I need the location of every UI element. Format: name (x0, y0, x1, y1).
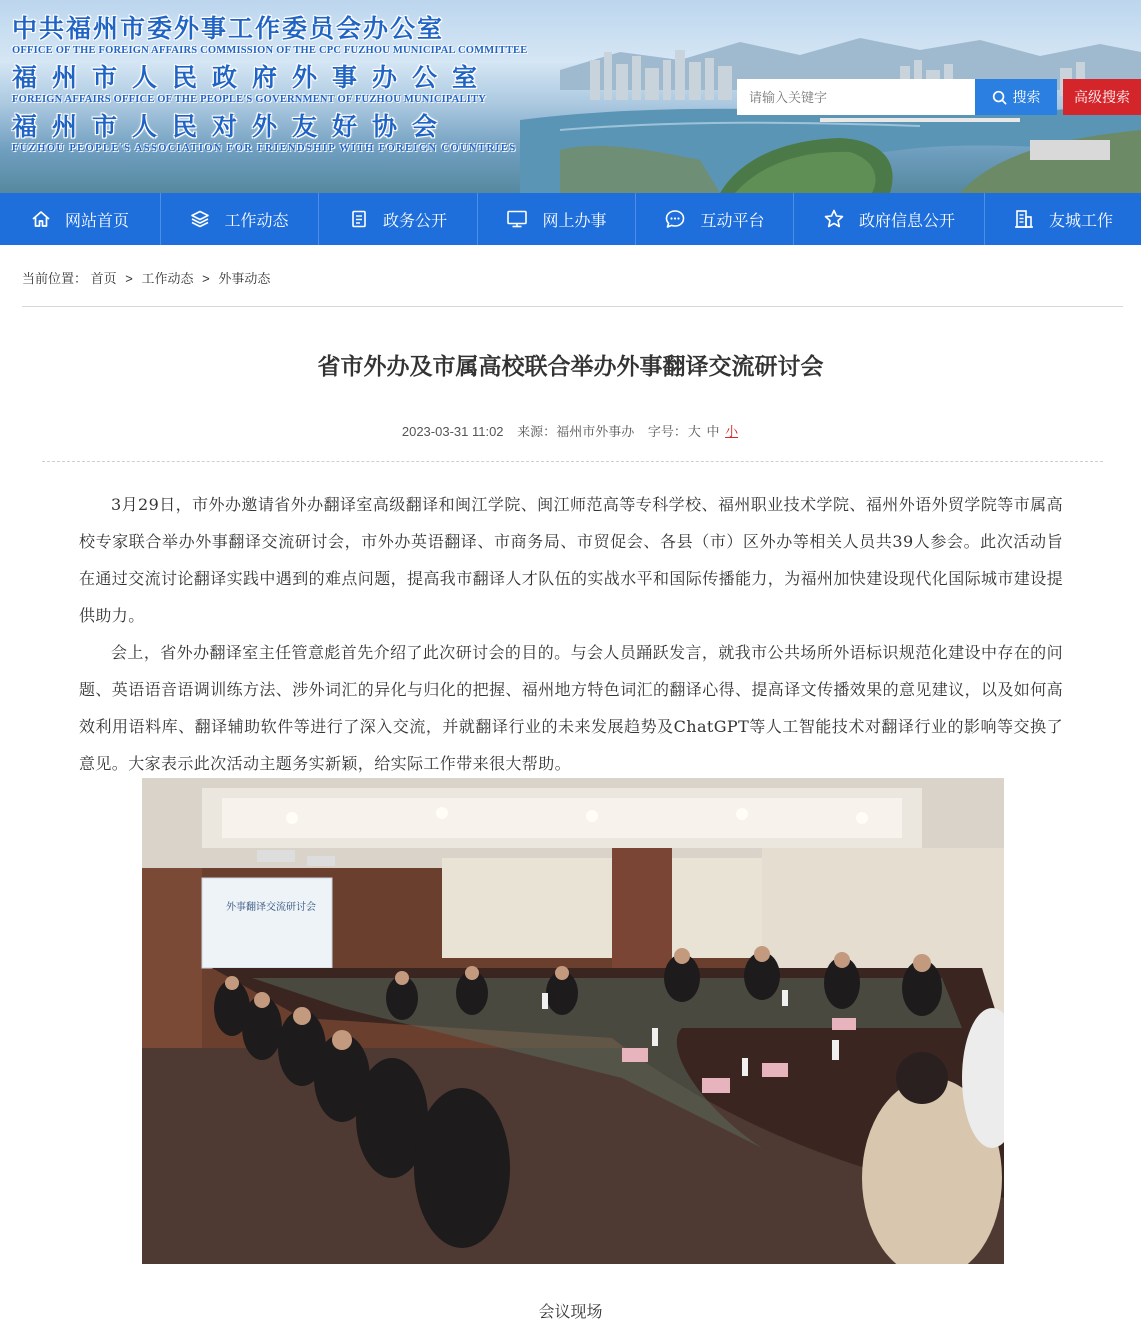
star-icon (823, 208, 845, 230)
font-size-controls (648, 424, 739, 439)
org-title-3-en: FUZHOU PEOPLE'S ASSOCIATION FOR FRIENDSHIP WITH FOREIGN COUNTRIES (12, 143, 517, 154)
nav-item-label: 网上办事 (542, 212, 607, 230)
nav-item-label: 互动平台 (700, 212, 765, 230)
font-size-label: 字号： (647, 424, 687, 439)
article-source (517, 424, 634, 439)
search-box (737, 79, 975, 115)
article-date: 2023-03-31 11:02 (401, 424, 504, 439)
font-size-medium-button[interactable]: 中 (706, 424, 720, 439)
search-icon (992, 90, 1007, 105)
meeting-photo (142, 778, 1004, 1264)
nav-item-online-service[interactable] (478, 193, 636, 245)
org-title-2-en: FOREIGN AFFAIRS OFFICE OF THE PEOPLE'S GOVERNMENT OF FUZHOU MUNICIPALITY (12, 94, 487, 105)
breadcrumb-divider (22, 306, 1123, 307)
photo-caption: 会议现场 (538, 1302, 603, 1321)
nav-item-work-news[interactable] (161, 193, 319, 245)
projection-screen-text: 外事翻译交流研讨会 (226, 902, 316, 913)
article-body (79, 486, 1063, 782)
nav-item-label: 工作动态 (224, 212, 289, 230)
org-title-3 (12, 112, 572, 155)
nav-item-gov-affairs[interactable] (319, 193, 478, 245)
search-button[interactable] (975, 79, 1057, 115)
org-title-2 (12, 63, 572, 106)
font-size-small-button[interactable]: 小 (725, 424, 739, 439)
meeting-room-illustration (142, 778, 1004, 1264)
source-label: 来源： (517, 424, 557, 439)
org-title-3-cn: 福州市人民对外友好协会 (12, 112, 453, 141)
breadcrumb-home-link[interactable]: 首页 (90, 271, 117, 286)
nav-item-label: 政务公开 (382, 212, 447, 230)
nav-item-sister-city[interactable] (985, 193, 1141, 245)
source-value: 福州市外事办 (556, 424, 635, 439)
nav-item-interaction[interactable] (636, 193, 794, 245)
main-nav (0, 193, 1141, 245)
breadcrumb-prefix: 当前位置： (22, 271, 88, 286)
chat-icon (664, 208, 686, 230)
search-input[interactable] (749, 90, 963, 105)
breadcrumb-separator: > (202, 271, 210, 286)
building-icon (1013, 208, 1035, 230)
meta-divider (42, 461, 1103, 462)
nav-item-label: 网站首页 (64, 212, 129, 230)
header-banner (0, 0, 1141, 193)
org-title-1 (12, 14, 572, 57)
nav-item-label: 友城工作 (1048, 212, 1113, 230)
article-meta (0, 421, 1141, 440)
layers-icon (190, 209, 210, 229)
nav-item-label: 政府信息公开 (858, 212, 955, 230)
home-icon (31, 209, 51, 229)
nav-item-gov-info[interactable] (794, 193, 985, 245)
breadcrumb-work-news-link[interactable]: 工作动态 (141, 271, 194, 286)
org-title-1-cn: 中共福州市委外事工作委员会办公室 (12, 14, 445, 43)
organization-titles (12, 14, 572, 161)
article-paragraph: 会上，省外办翻译室主任管意彪首先介绍了此次研讨会的目的。与会人员踊跃发言，就我市公共场所外语标识规范化建设中存在的问题、英语语音语调训练方法、涉外词汇的异化与归化的把握、福州地方特色词汇的翻译心得、提高译文传播效果的意见建议，以及如何高效利用语料库、翻译辅助软件等进行了深入交流，并就翻译行业的未来发展趋势及ChatGPT等人工智能技术对翻译行业的影响等交换了意见。大家表示此次活动主题务实新颖，给实际工作带来很大帮助。 (79, 643, 1064, 773)
org-title-1-en: OFFICE OF THE FOREIGN AFFAIRS COMMISSION OF THE CPC FUZHOU MUNICIPAL COMMITTEE (12, 45, 528, 56)
monitor-icon (506, 209, 528, 229)
nav-item-home[interactable] (0, 193, 161, 245)
breadcrumb-separator: > (125, 271, 133, 286)
font-size-large-button[interactable]: 大 (687, 424, 701, 439)
search-button-label: 搜索 (1012, 89, 1041, 105)
article-paragraph: 3月29日，市外办邀请省外办翻译室高级翻译和闽江学院、闽江师范高等专科学校、福州职业技术学院、福州外语外贸学院等市属高校专家联合举办外事翻译交流研讨会，市外办英语翻译、市商务局、市贸促会、各县（市）区外办等相关人员共39人参会。此次活动旨在通过交流讨论翻译实践中遇到的难点问题，提高我市翻译人才队伍的实战水平和国际传播能力，为福州加快建设现代化国际城市建设提供助力。 (79, 495, 1064, 625)
document-icon (349, 209, 369, 229)
org-title-2-cn: 福州市人民政府外事办公室 (12, 63, 493, 92)
breadcrumb-foreign-news-link[interactable]: 外事动态 (218, 271, 271, 286)
advanced-search-button[interactable]: 高级搜索 (1063, 79, 1141, 115)
article-title: 省市外办及市属高校联合举办外事翻译交流研讨会 (317, 354, 824, 380)
breadcrumb (22, 268, 270, 287)
